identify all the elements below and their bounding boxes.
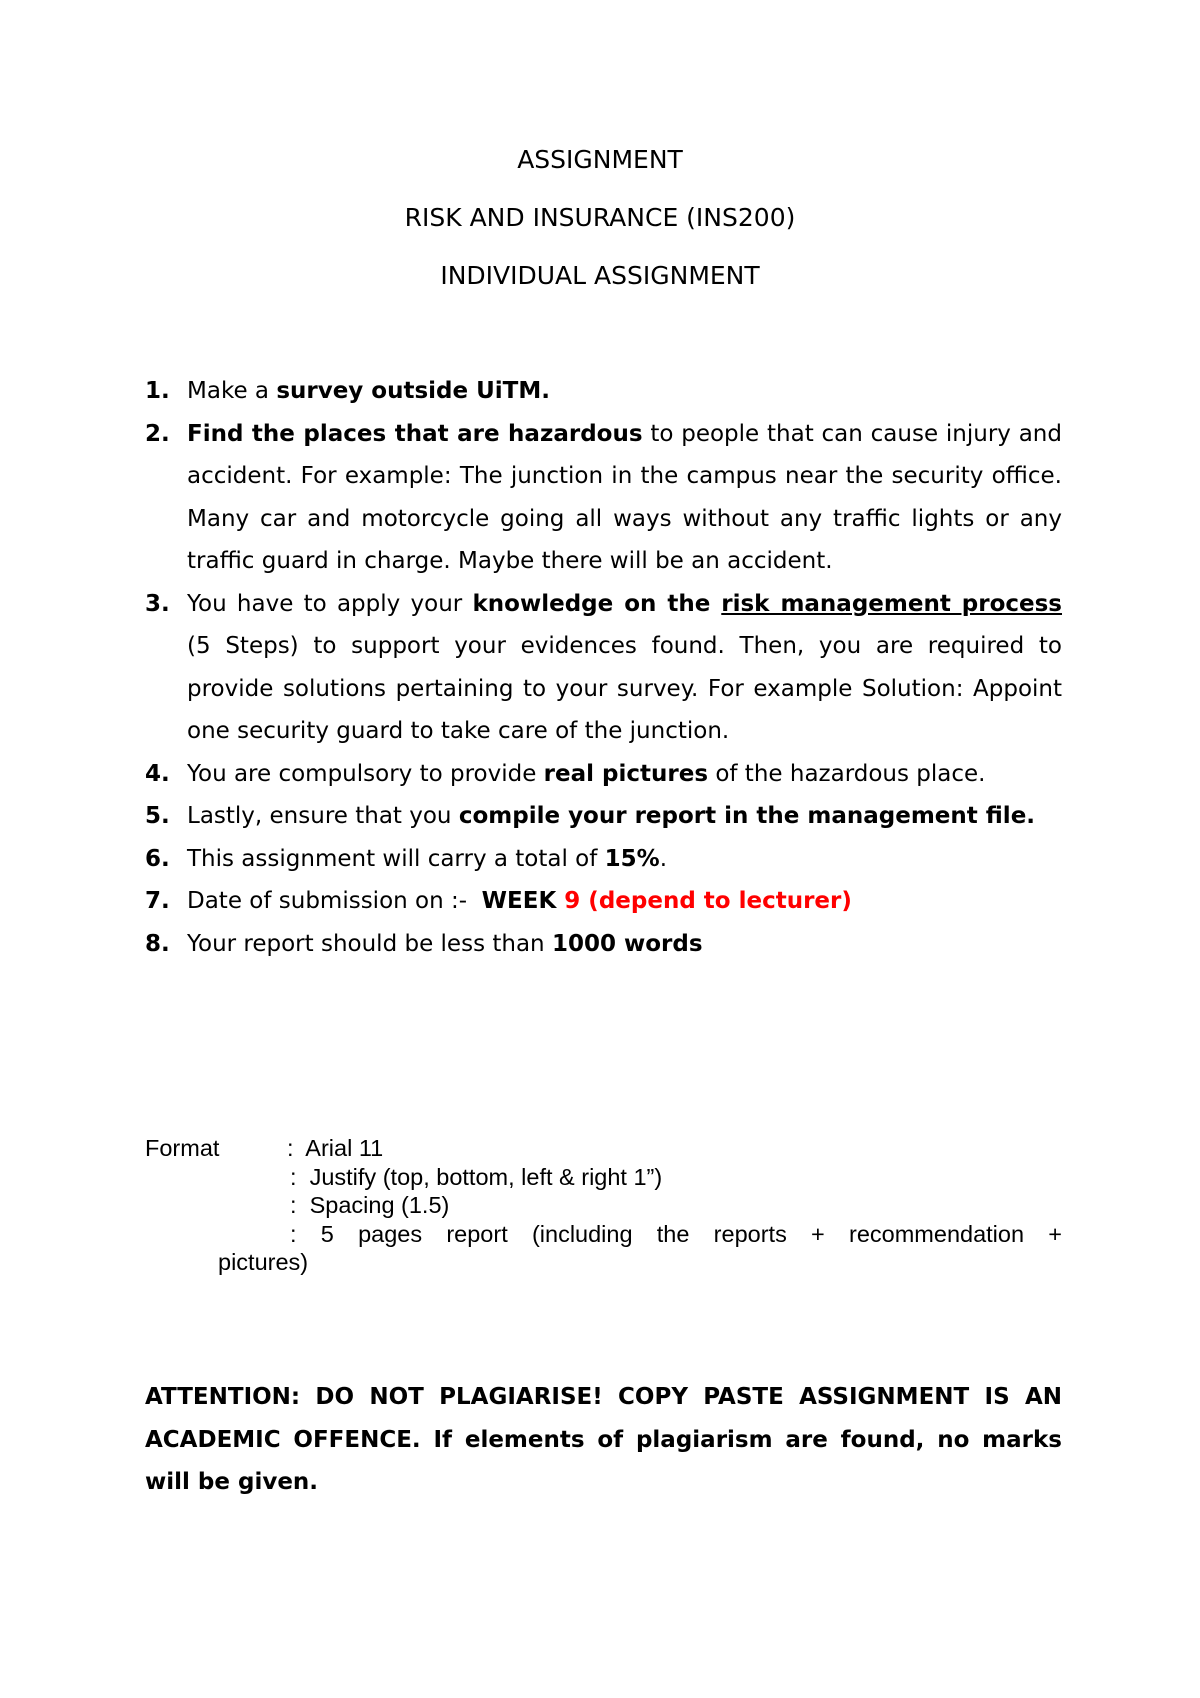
item-text: Lastly, ensure that you: [187, 803, 459, 829]
list-number: 7.: [145, 888, 170, 914]
plagiarism-warning: ATTENTION: DO NOT PLAGIARISE! COPY PASTE ASSIGNMENT IS AN ACADEMIC OFFENCE. If elements of plagiarism are found, no marks will be given.: [145, 1384, 1062, 1495]
list-number: 2.: [145, 420, 170, 447]
list-number: 8.: [145, 930, 170, 957]
instruction-list: [145, 370, 1062, 965]
item-bold-text: real pictures: [543, 760, 709, 787]
item-text: (5 Steps) to support your evidences found. Then, you are required to provide solutions pertaining to your survey. For example Solution: Appoint one security guard to take care of the junction.: [187, 633, 1062, 744]
item-bold-text: 1000 words: [551, 930, 703, 957]
item-text: Date of submission on :-: [187, 888, 482, 914]
format-pages: [145, 1220, 1062, 1277]
list-item: [145, 838, 1062, 881]
item-bold-text: Find the places that are hazardous: [187, 420, 643, 447]
list-number: 6.: [145, 845, 170, 872]
item-bold-text: survey outside UiTM.: [276, 378, 550, 404]
item-text: You have to apply your: [187, 590, 473, 617]
format-pages-line2: pictures): [218, 1249, 309, 1275]
format-font: : Arial 11: [287, 1135, 384, 1161]
item-bold-text: compile your report in the management file.: [458, 803, 1036, 829]
format-block: [145, 1134, 1062, 1277]
item-text: Make a: [187, 378, 277, 404]
list-number: 4.: [145, 760, 170, 787]
item-text: of the hazardous place.: [708, 760, 986, 787]
title-individual: INDIVIDUAL ASSIGNMENT: [440, 261, 760, 290]
list-item: [145, 795, 1062, 838]
list-item: [145, 753, 1062, 796]
format-spacing: : Spacing (1.5): [290, 1192, 450, 1218]
format-justify: : Justify (top, bottom, left & right 1”): [290, 1163, 663, 1190]
list-number: 3.: [145, 590, 170, 617]
list-item: [145, 413, 1062, 583]
title-assignment: ASSIGNMENT: [517, 145, 683, 174]
item-text: .: [659, 845, 668, 872]
item-highlight-text: 9 (depend to lecturer): [564, 888, 852, 914]
item-text: You are compulsory to provide: [187, 760, 544, 787]
list-item: [145, 583, 1062, 753]
list-item: [145, 370, 1062, 413]
list-item: [145, 880, 1062, 923]
item-text: This assignment will carry a total of: [187, 845, 605, 872]
list-number: 5.: [145, 803, 170, 829]
item-bold-text: WEEK: [481, 888, 565, 914]
item-text: to people that can cause injury and accident. For example: The junction in the campus near the security office. Many car and motorcycle going all ways without any traffic lights or any traffic guard in charge. Maybe there will be an accident.: [187, 420, 1062, 574]
title-course: RISK AND INSURANCE (INS200): [404, 203, 796, 232]
item-underlined-text: risk management process: [721, 590, 1062, 617]
format-label: Format: [145, 1135, 220, 1161]
list-number: 1.: [145, 378, 170, 404]
title-block: [0, 138, 1200, 312]
item-text: Your report should be less than: [187, 930, 552, 957]
format-row: [145, 1134, 1062, 1163]
item-bold-text: 15%: [604, 845, 660, 872]
list-item: [145, 923, 1062, 966]
format-pages-line1: : 5 pages report (including the reports + recommendation +: [290, 1220, 1062, 1247]
item-bold-text: knowledge on the: [472, 590, 722, 617]
